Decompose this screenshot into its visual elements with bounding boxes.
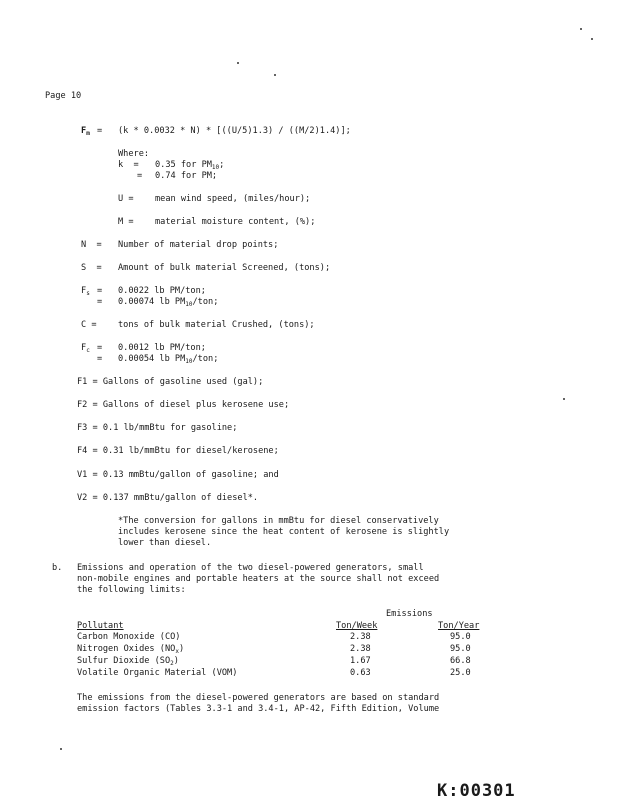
scan-speck [60,748,62,750]
f4-definition: F4 = 0.31 lb/mmBtu for diesel/kerosene; [77,446,279,456]
formula-expression: (k * 0.0032 * N) * [((U/5)1.3) / ((M/2)1.4)]; [118,126,351,136]
section-b-line-1: Emissions and operation of the two diesel-powered generators, small [77,563,424,573]
section-b-line-3: the following limits: [77,585,186,595]
c-definition: tons of bulk material Crushed, (tons); [118,320,315,330]
fc-eq2: = [97,354,103,364]
table-row-year: 66.8 [450,656,471,666]
footnote-line-3: lower than diesel. [118,538,212,548]
n-label: N = [81,240,102,250]
where-heading: Where: [118,149,150,159]
f2-definition: F2 = Gallons of diesel plus kerosene use; [77,400,290,410]
page-label: Page 10 [45,91,82,101]
table-row-week: 0.63 [350,668,371,678]
fc-value-pm: 0.0012 lb PM/ton; [118,343,206,353]
section-b-line-2: non-mobile engines and portable heaters at the source shall not exceed [77,574,440,584]
fc-value-pm10: 0.00054 lb $PM_{10}$/ton; [118,354,219,365]
col-header-ton-week: Ton/Week [336,621,378,631]
col-header-ton-year: Ton/Year [438,621,480,631]
table-row-year: 25.0 [450,668,471,678]
u-label: U = [118,194,134,204]
table-row-year: 95.0 [450,644,471,654]
fs-value-pm: 0.0022 lb PM/ton; [118,286,206,296]
fc-symbol: $F_c$ [81,343,90,354]
formula-equals: = [97,126,103,136]
table-row-year: 95.0 [450,632,471,642]
k-eq2: = [137,171,143,181]
m-label: M = [118,217,134,227]
table-group-header: Emissions [386,609,433,619]
f1-definition: F1 = Gallons of gasoline used (gal); [77,377,264,387]
table-row-week: 2.38 [350,644,371,654]
s-definition: Amount of bulk material Screened, (tons); [118,263,331,273]
section-b-marker: b. [52,563,63,573]
fs-symbol: $F_s$ [81,286,90,297]
formula-symbol: $F_m$ [81,126,90,137]
closing-line-2: emission factors (Tables 3.3-1 and 3.4-1, AP-42, Fifth Edition, Volume [77,704,440,714]
footnote-line-1: *The conversion for gallons in mmBtu for diesel conservatively [118,516,439,526]
v1-definition: V1 = 0.13 mmBtu/gallon of gasoline; and [77,470,279,480]
table-row-pollutant: Nitrogen Oxides $(NO_x)$ [77,644,185,655]
n-definition: Number of material drop points; [118,240,279,250]
fc-eq: = [97,343,103,353]
footnote-line-2: includes kerosene since the heat content of kerosene is slightly [118,527,450,537]
s-label: S = [81,263,102,273]
k-value-pm10: 0.35 for $PM_{10}$; [155,160,225,171]
scan-speck [563,398,565,400]
fs-eq2: = [97,297,103,307]
table-row-pollutant: Carbon Monoxide (CO) [77,632,181,642]
closing-line-1: The emissions from the diesel-powered generators are based on standard [77,693,440,703]
u-definition: mean wind speed, (miles/hour); [155,194,311,204]
table-row-week: 2.38 [350,632,371,642]
table-row-pollutant: Volatile Organic Material (VOM) [77,668,238,678]
fs-eq: = [97,286,103,296]
fs-value-pm10: 0.00074 lb $PM_{10}$/ton; [118,297,219,308]
c-label: C = [81,320,97,330]
k-label: k = [118,160,139,170]
v2-definition: V2 = 0.137 mmBtu/gallon of diesel*. [77,493,259,503]
col-header-pollutant: Pollutant [77,621,124,631]
scan-speck [237,62,239,64]
bates-stamp: K:00301 [437,781,516,801]
f3-definition: F3 = 0.1 lb/mmBtu for gasoline; [77,423,238,433]
table-row-week: 1.67 [350,656,371,666]
k-value-pm: 0.74 for PM; [155,171,218,181]
scan-speck [274,74,276,76]
m-definition: material moisture content, (%); [155,217,316,227]
table-row-pollutant: Sulfur Dioxide $(SO_2)$ [77,656,179,667]
scan-speck [591,38,593,40]
scan-speck [580,28,582,30]
